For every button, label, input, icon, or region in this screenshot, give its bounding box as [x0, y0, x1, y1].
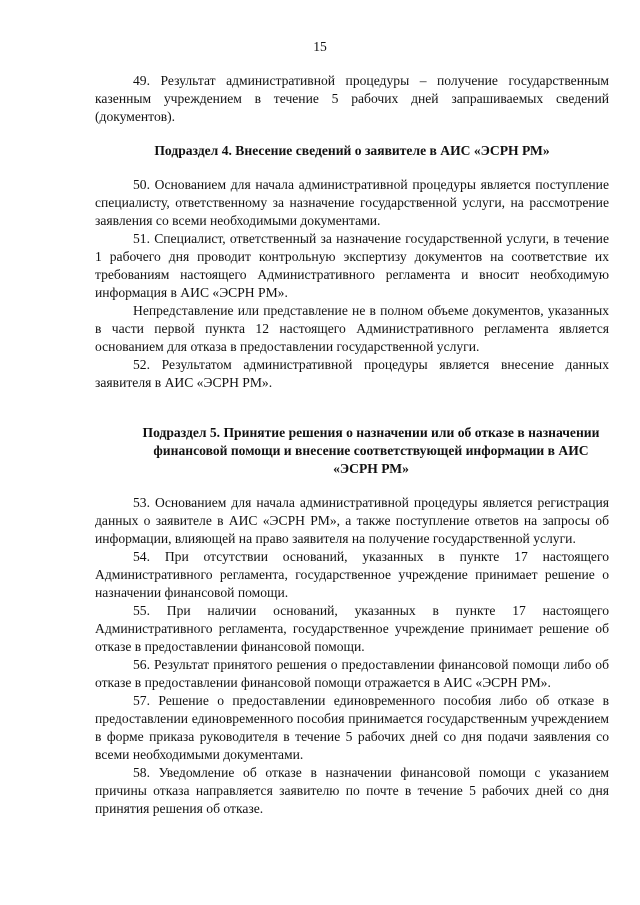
subsection-4-body	[95, 176, 609, 392]
subsection-5-body	[95, 494, 609, 818]
paragraph-51: 51. Специалист, ответственный за назначение государственной услуги, в течение 1 рабочего дня проводит контрольную экспертизу документов на соответствие их требованиям настоящего Административного регламента и вносит необходимую информация в АИС «ЭСРН РМ».	[95, 231, 609, 300]
paragraph-50: 50. Основанием для начала административной процедуры является поступление специалисту, ответственному за назначение государственной услуги, на рассмотрение заявления со всеми необходимыми документами.	[95, 177, 609, 228]
paragraph-55: 55. При наличии оснований, указанных в пункте 17 настоящего Административного регламента, государственное учреждение принимает решение об отказе в предоставлении финансовой помощи.	[95, 603, 609, 654]
document-body	[95, 72, 609, 818]
paragraph-52: 52. Результатом административной процедуры является внесение данных заявителя в АИС «ЭСРН РМ».	[95, 357, 609, 390]
page-number: 15	[313, 39, 327, 54]
subsection-4-title: Подраздел 4. Внесение сведений о заявителе в АИС «ЭСРН РМ»	[154, 143, 550, 158]
paragraph-54: 54. При отсутствии оснований, указанных в пункте 17 настоящего Административного регламента, государственное учреждение принимает решение о назначении финансовой помощи.	[95, 549, 609, 600]
paragraph-56: 56. Результат принятого решения о предоставлении финансовой помощи либо об отказе в предоставлении финансовой помощи отражается в АИС «ЭСРН РМ».	[95, 657, 609, 690]
paragraph-51-continuation: Непредставление или представление не в полном объеме документов, указанных в части первой пункта 12 настоящего Административного регламента является основанием для отказа в предоставлении государственной услуги.	[95, 303, 609, 354]
paragraph-49: 49. Результат административной процедуры – получение государственным казенным учреждением в течение 5 рабочих дней запрашиваемых сведений (документов).	[95, 73, 609, 124]
paragraph-53: 53. Основанием для начала административной процедуры является регистрация данных о заявителе в АИС «ЭСРН РМ», а также поступление ответов на запросы об информации, влияющей на право заявителя на получение государственной услуги.	[95, 495, 609, 546]
subsection-5-title: Подраздел 5. Принятие решения о назначении или об отказе в назначении финансовой помощи и внесение соответствующей информации в АИС «ЭСРН РМ»	[142, 425, 600, 476]
paragraph-57: 57. Решение о предоставлении единовременного пособия либо об отказе в предоставлении единовременного пособия принимается государственным учреждением в форме приказа руководителя в течение 5 рабочих дней со дня подачи заявления со всеми необходимыми документами.	[95, 693, 609, 762]
paragraph-58: 58. Уведомление об отказе в назначении финансовой помощи с указанием причины отказа направляется заявителю по почте в течение 5 рабочих дней со дня принятия решения об отказе.	[95, 765, 609, 816]
